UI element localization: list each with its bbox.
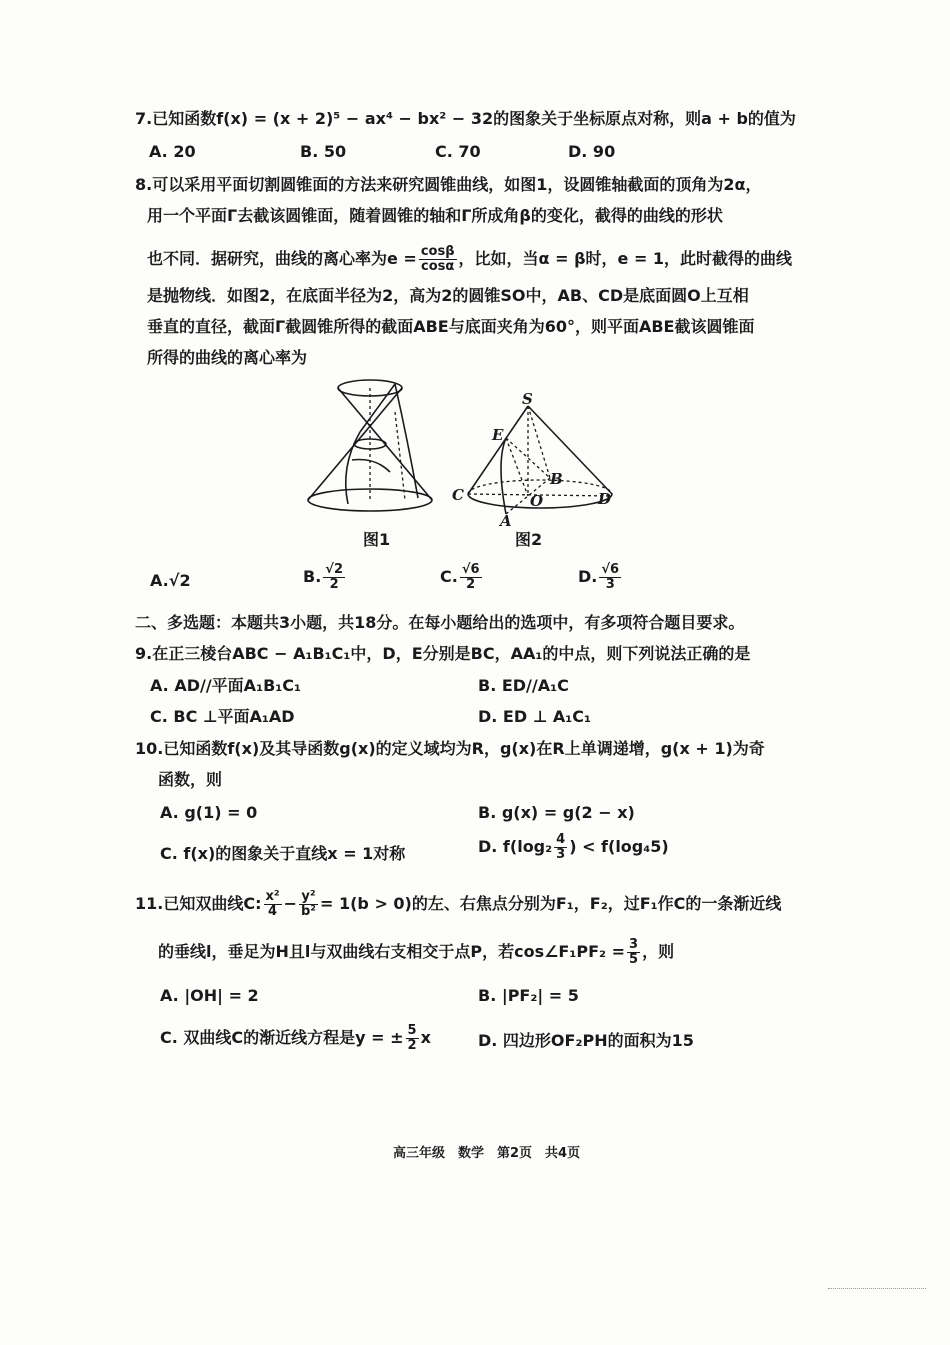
q10-line2: 函数，则 xyxy=(158,770,223,789)
q8-line6: 所得的曲线的离心率为 xyxy=(147,348,308,367)
q11-line2-pre: 的垂线l，垂足为H且l与双曲线右支相交于点P，若cos∠F₁PF₂ = xyxy=(158,942,626,961)
q8-option-c-fraction xyxy=(460,563,482,592)
fig2-section-curve xyxy=(501,438,506,514)
q8-option-a-value: √2 xyxy=(168,571,191,590)
q10-option-b: B. g(x) = g(2 − x) xyxy=(478,803,635,822)
q8-option-d-den: 3 xyxy=(605,577,615,592)
q11-option-b: B. |PF₂| = 5 xyxy=(478,986,579,1005)
q11-x-fraction xyxy=(264,890,282,919)
q11-line2 xyxy=(158,938,674,967)
q11-option-c-fraction xyxy=(406,1024,419,1053)
q8-line3-post: ，比如，当α = β时，e = 1，此时截得的曲线 xyxy=(458,249,793,268)
q11-option-c-pre: C. 双曲线C的渐近线方程是y = ± xyxy=(160,1028,404,1047)
q11-y-num: y² xyxy=(299,890,318,905)
q8-option-b-num: √2 xyxy=(325,562,343,577)
q10-option-a: A. g(1) = 0 xyxy=(160,803,258,822)
q11-cos-fraction xyxy=(627,938,640,967)
q7-option-a: A. 20 xyxy=(149,142,196,161)
q10-option-c: C. f(x)的图象关于直线x = 1对称 xyxy=(160,844,406,863)
q8-option-a-label: A. xyxy=(150,571,169,590)
q11-x-den: 4 xyxy=(268,904,278,919)
eccentricity-numerator: cosβ xyxy=(420,244,455,259)
page-footer: 高三年级 数学 第2页 共4页 xyxy=(393,1146,581,1161)
q8-option-c xyxy=(440,563,484,592)
fig2-label-B: B xyxy=(550,470,563,488)
q11-line1: 11.已知双曲线C: $\frac{\text{x²}}{4}$ − $\frac{\text{y²}}{\text{b²}}$ = 1(b > 0)的左、右焦点分别为F₁，F₂，过F₁作C的一条渐近线 xyxy=(135,889,782,919)
figure-1-caption: 图1 xyxy=(363,530,391,549)
q9-stem: 9.在正三棱台ABC − A₁B₁C₁中，D，E分别是BC，AA₁的中点，则下列说法正确的是 xyxy=(135,644,751,663)
q11-option-c-den: 2 xyxy=(407,1038,417,1053)
q10-line1: 10.已知函数f(x)及其导函数g(x)的定义域均为R，g(x)在R上单调递增，g(x + 1)为奇 xyxy=(135,739,765,758)
fig1-section-curve-right xyxy=(395,384,418,498)
q11-line1-pre: 11.已知双曲线C: xyxy=(135,894,262,913)
q11-cos-num: 3 xyxy=(629,937,639,952)
q11-option-c-post: x xyxy=(420,1028,431,1047)
q8-line3-pre: 也不同．据研究，曲线的离心率为e = xyxy=(147,249,417,268)
q9-option-b: B. ED//A₁C xyxy=(478,676,569,695)
dotted-rule-decoration xyxy=(828,1288,926,1289)
figure-2-caption: 图2 xyxy=(515,530,543,549)
fig1-section-curve-left xyxy=(346,432,360,504)
eccentricity-denominator: cosα xyxy=(421,259,455,274)
q11-y-den: b² xyxy=(301,904,316,919)
q11-option-a: A. |OH| = 2 xyxy=(160,986,259,1005)
q8-option-c-num: √6 xyxy=(461,562,480,577)
q8-option-b-den: 2 xyxy=(329,577,339,592)
fig2-label-E: E xyxy=(492,426,504,444)
q11-option-c-num: 5 xyxy=(407,1023,417,1038)
figure-2-cone-sliced xyxy=(448,392,618,532)
q11-line2-post: ，则 xyxy=(642,942,675,961)
fig2-label-D: D xyxy=(598,490,612,508)
q8-option-b xyxy=(303,563,347,592)
q8-line5: 垂直的直径，截面Γ截圆锥所得的截面ABE与底面夹角为60°，则平面ABE截该圆锥面 xyxy=(147,317,755,336)
fig1-generatrix-right xyxy=(338,388,432,500)
q9-option-c: C. BC ⊥平面A₁AD xyxy=(150,707,295,726)
q11-option-c xyxy=(160,1024,431,1053)
q8-option-d xyxy=(578,563,623,592)
q8-line1: 8.可以采用平面切割圆锥面的方法来研究圆锥曲线，如图1，设圆锥轴截面的顶角为2α， xyxy=(135,175,762,194)
figure-1-cone-section xyxy=(300,372,445,522)
q8-option-c-label: C. xyxy=(440,567,458,586)
eccentricity-fraction xyxy=(419,245,457,274)
q8-option-d-label: D. xyxy=(578,567,598,586)
q8-option-d-fraction xyxy=(599,563,621,592)
q10-option-d xyxy=(478,833,669,862)
q10-option-d-num: 4 xyxy=(556,832,566,847)
q8-option-b-label: B. xyxy=(303,567,322,586)
fig2-generatrix-right xyxy=(528,406,612,494)
q8-option-a xyxy=(150,570,191,592)
section-2-heading: 二、多选题：本题共3小题，共18分。在每小题给出的选项中，有多项符合题目要求。 xyxy=(135,613,745,632)
q10-option-d-den: 3 xyxy=(556,847,566,862)
fig2-label-O: O xyxy=(530,492,544,510)
q8-line3 xyxy=(147,245,792,274)
q10-option-d-post: ) < f(log₄5) xyxy=(569,837,669,856)
q8-line4: 是抛物线．如图2，在底面半径为2，高为2的圆锥SO中，AB、CD是底面圆O上互相 xyxy=(147,286,749,305)
fig1-generatrix-left xyxy=(308,388,402,500)
q7-option-c: C. 70 xyxy=(435,142,481,161)
q11-option-d: D. 四边形OF₂PH的面积为15 xyxy=(478,1031,694,1050)
q8-option-d-num: √6 xyxy=(601,562,620,577)
q7-option-d: D. 90 xyxy=(568,142,616,161)
q8-option-c-den: 2 xyxy=(466,577,476,592)
q11-y-fraction xyxy=(299,890,318,919)
q11-line1-post: = 1(b > 0)的左、右焦点分别为F₁，F₂，过F₁作C的一条渐近线 xyxy=(320,894,782,913)
q10-option-d-pre: D. f(log₂ xyxy=(478,837,553,856)
q9-option-d: D. ED ⊥ A₁C₁ xyxy=(478,707,592,726)
fig2-label-S: S xyxy=(522,392,533,408)
q8-line2: 用一个平面Γ去截该圆锥面，随着圆锥的轴和Γ所成角β的变化，截得的曲线的形状 xyxy=(147,206,723,225)
fig2-line-EO xyxy=(506,438,528,496)
fig2-label-A: A xyxy=(500,512,512,530)
q10-option-d-fraction xyxy=(554,833,567,862)
q11-x-num: x² xyxy=(265,889,280,904)
fig2-label-C: C xyxy=(452,486,464,504)
q9-option-a: A. AD//平面A₁B₁C₁ xyxy=(150,676,302,695)
fig1-inner-arc xyxy=(352,460,390,473)
q8-option-b-fraction xyxy=(323,563,345,592)
q7-stem: 7.已知函数f(x) = (x + 2)⁵ − ax⁴ − bx² − 32的图象关于坐标原点对称，则a + b的值为 xyxy=(135,109,796,128)
q7-option-b: B. 50 xyxy=(300,142,347,161)
q11-cos-den: 5 xyxy=(629,952,639,967)
fig1-plane-edge xyxy=(360,384,395,432)
